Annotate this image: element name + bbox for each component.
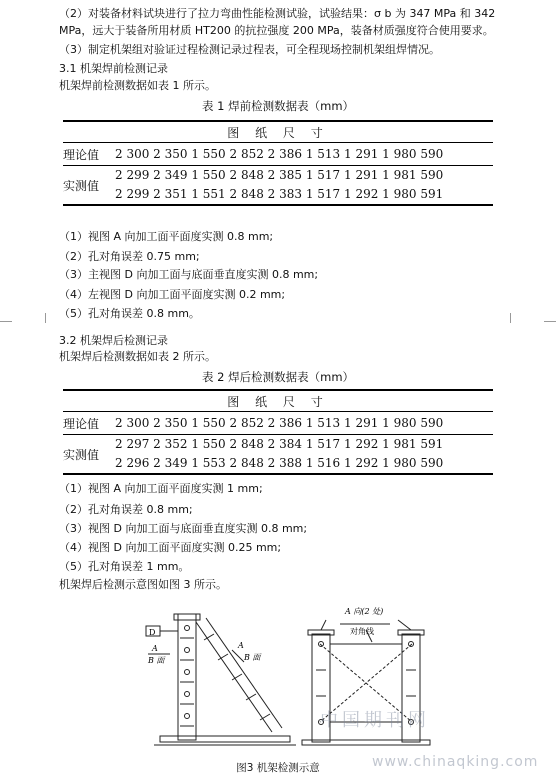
- bolt-hole: [185, 626, 190, 631]
- para-line: 机架焊后检测示意图如图 3 所示。: [59, 578, 227, 591]
- section-heading: 3.1 机架焊前检测记录: [59, 62, 168, 75]
- watermark-url: www.chinaqking.com: [372, 754, 539, 770]
- row-label: 理论值: [63, 412, 115, 435]
- bolt-hole: [185, 714, 190, 719]
- table-1: [63, 120, 493, 206]
- label-a-face: A: [152, 644, 158, 653]
- para-line: 机架焊前检测数据如表 1 所示。: [59, 79, 216, 92]
- row-values: 2 297 2 352 1 550 2 848 2 384 1 517 1 292 1 981 591: [115, 435, 493, 454]
- label-a-direction: A 向(2 处): [345, 607, 384, 616]
- row-values: 2 300 2 350 1 550 2 852 2 386 1 513 1 291 1 980 590: [115, 412, 493, 435]
- row-values: 2 299 2 351 1 551 2 848 2 383 1 517 1 292 1 980 591: [115, 184, 493, 205]
- bolt-hole: [185, 692, 190, 697]
- section-heading: 3.2 机架焊后检测记录: [59, 334, 168, 347]
- row-label: 实测值: [63, 166, 115, 206]
- table-header: 图 纸 尺 寸: [63, 390, 493, 412]
- column-outline: [178, 614, 196, 740]
- watermark-cn: 中国期刊网: [320, 710, 430, 731]
- table-2: [63, 389, 493, 475]
- para-line: 机架焊后检测数据如表 2 所示。: [59, 350, 216, 363]
- list-item: （5）孔对角误差 1 mm。: [59, 560, 190, 573]
- table-caption: 表 1 焊前检测数据表（mm）: [201, 99, 355, 113]
- para-line: MPa，远大于装备所用材质 HT200 的抗拉强度 200 MPa，装备材质强度符合使用要求。: [59, 24, 494, 37]
- table-header: 图 纸 尺 寸: [63, 121, 493, 143]
- list-item: （1）视图 A 向加工面平面度实测 1 mm;: [59, 482, 263, 495]
- figure-caption: 图3 机架检测示意: [236, 762, 320, 774]
- list-item: （3）视图 D 向加工面与底面垂直度实测 0.8 mm;: [59, 522, 308, 535]
- row-values: 2 299 2 349 1 550 2 848 2 385 1 517 1 291 1 981 590: [115, 166, 493, 185]
- row-values: 2 296 2 349 1 553 2 848 2 388 1 516 1 292 1 980 590: [115, 453, 493, 474]
- list-item: （2）孔对角误差 0.75 mm;: [59, 250, 200, 263]
- list-item: （2）孔对角误差 0.8 mm;: [59, 503, 193, 516]
- label-b-face: B 面: [244, 653, 261, 662]
- para-line: （3）制定机架组对验证过程检测记录过程表，可全程现场控制机架组焊情况。: [59, 43, 440, 56]
- row-label: 理论值: [63, 143, 115, 166]
- label-a-face: A: [238, 641, 244, 650]
- page-break-mark: [0, 321, 12, 322]
- list-item: （3）主视图 D 向加工面与底面垂直度实测 0.8 mm;: [59, 268, 319, 281]
- base-plate: [160, 736, 290, 742]
- bolt-hole: [185, 670, 190, 675]
- page-break-mark: [510, 313, 511, 323]
- row-label: 实测值: [63, 435, 115, 475]
- list-item: （5）孔对角误差 0.8 mm。: [59, 307, 200, 320]
- list-item: （4）左视图 D 向加工面平面度实测 0.2 mm;: [59, 288, 286, 301]
- label-d: D: [149, 628, 156, 637]
- page-break-mark: [544, 321, 556, 322]
- label-b-face: B 面: [148, 656, 165, 665]
- bolt-hole: [185, 648, 190, 653]
- page-break-mark: [45, 313, 46, 323]
- row-values: 2 300 2 350 1 550 2 852 2 386 1 513 1 291 1 980 590: [115, 143, 493, 166]
- para-line: （2）对装备材料试块进行了拉力弯曲性能检测试验，试验结果：σ b 为 347 MPa 和 342: [59, 7, 496, 20]
- list-item: （4）视图 D 向加工面平面度实测 0.25 mm;: [59, 541, 282, 554]
- label-diagonal: 对角线: [350, 627, 374, 636]
- table-caption: 表 2 焊后检测数据表（mm）: [201, 370, 355, 384]
- list-item: （1）视图 A 向加工面平面度实测 0.8 mm;: [59, 230, 274, 243]
